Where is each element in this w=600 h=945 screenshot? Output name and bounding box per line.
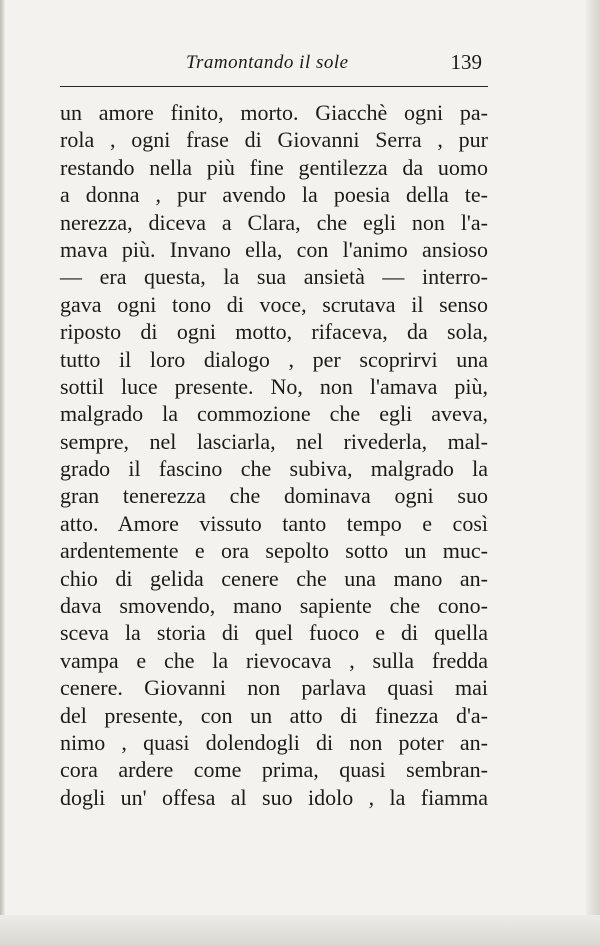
text-line: cora ardere come prima, quasi sembran-	[60, 757, 488, 783]
body-text	[60, 99, 488, 811]
text-line: restando nella più fine gentilezza da uomo	[60, 154, 488, 180]
text-line: nerezza, diceva a Clara, che egli non l'a-	[60, 209, 488, 235]
header-rule	[60, 86, 488, 87]
text-line: a donna , pur avendo la poesia della te-	[60, 182, 488, 208]
text-line: vampa e che la rievocava , sulla fredda	[60, 647, 488, 673]
text-line: sempre, nel lasciarla, nel rivederla, mal-	[60, 428, 488, 454]
text-line: chio di gelida cenere che una mano an-	[60, 565, 488, 591]
text-line: rola , ogni frase di Giovanni Serra , pur	[60, 127, 488, 153]
running-title: Tramontando il sole	[186, 52, 349, 73]
page-number: 139	[450, 50, 482, 74]
text-line: sottil luce presente. No, non l'amava più,	[60, 373, 488, 399]
text-line: nimo , quasi dolendogli di non poter an-	[60, 729, 488, 755]
text-line: malgrado la commozione che egli aveva,	[60, 401, 488, 427]
page-bottom-edge	[0, 915, 600, 945]
text-line: cenere. Giovanni non parlava quasi mai	[60, 675, 488, 701]
text-line: dava smovendo, mano sapiente che cono-	[60, 593, 488, 619]
text-line: gava ogni tono di voce, scrutava il senso	[60, 291, 488, 317]
text-line: gran tenerezza che dominava ogni suo	[60, 483, 488, 509]
page-right-edge	[586, 0, 600, 945]
text-line: atto. Amore vissuto tanto tempo e così	[60, 510, 488, 536]
text-line: dogli un' offesa al suo idolo , la fiamma	[60, 784, 488, 810]
text-line: un amore finito, morto. Giacchè ogni pa-	[60, 100, 488, 125]
text-line: del presente, con un atto di finezza d'a-	[60, 702, 488, 728]
text-line: sceva la storia di quel fuoco e di quella	[60, 620, 488, 646]
text-line: tutto il loro dialogo , per scoprirvi una	[60, 346, 488, 372]
page-header	[60, 48, 488, 82]
text-line: ardentemente e ora sepolto sotto un muc-	[60, 538, 488, 564]
text-line: — era questa, la sua ansietà — interro-	[60, 264, 488, 290]
text-line: mava più. Invano ella, con l'animo ansioso	[60, 236, 488, 262]
text-line: riposto di ogni motto, rifaceva, da sola,	[60, 319, 488, 345]
text-line: grado il fascino che subiva, malgrado la	[60, 456, 488, 482]
page-left-edge	[0, 0, 5, 945]
